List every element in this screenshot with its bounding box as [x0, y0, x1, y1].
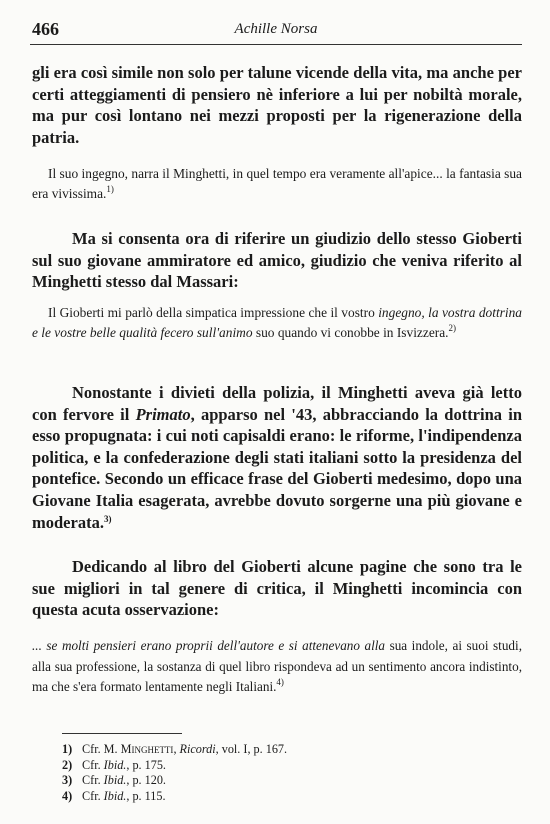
quote-3-text-b: sua indole, ai suoi studi, alla sua professione, la sostanza di quel libro rispondeva ad un sentimento ancora indistinto, ma che s'era formato lentamente negli Italiani.: [32, 638, 522, 694]
footnote-ref-4: 4): [276, 677, 284, 687]
footnote-rule: [62, 733, 182, 734]
footnote-number: 1): [62, 742, 73, 756]
footnote-text: , p. 115.: [126, 788, 166, 803]
footnote-ref-2: 2): [448, 323, 457, 333]
paragraph-3: [32, 382, 522, 533]
paragraph-4: Dedicando al libro del Gioberti alcune pagine che sono tra le sue migliori in tal genere di critica, il Minghetti incomincia con questa acuta osservazione:: [32, 557, 522, 620]
page-header: [30, 18, 522, 45]
primato-title: Primato: [135, 404, 191, 424]
quote-3: [32, 636, 522, 698]
footnote-number: 2): [62, 757, 73, 772]
footnote-work: Ibid.: [103, 788, 127, 803]
running-title: Achille Norsa: [234, 21, 318, 37]
footnote-4: [62, 789, 287, 805]
footnote-text: Cfr.: [82, 773, 104, 788]
footnote-text: , vol. I, p. 167.: [215, 742, 288, 756]
quote-1-text: Il suo ingegno, narra il Minghetti, in quel tempo era veramente all'apice... la fantasia sua era vivissima.: [32, 166, 522, 201]
footnote-number: 3): [62, 773, 73, 788]
footnote-author: Minghetti: [120, 742, 174, 756]
footnote-work: Ricordi: [179, 742, 216, 756]
footnote-text: Cfr. M.: [82, 742, 121, 756]
footnote-text: , p. 120.: [126, 773, 166, 788]
footnote-text: ,: [173, 742, 180, 756]
footnote-number: 4): [62, 788, 73, 803]
paragraph-3-text-c: , apparso nel '43, abbracciando la dottrina in esso propugnata: i cui noti capisaldi erano: le riforme, l'indipendenza politica, e la confederazione degli stati italiani sotto la presidenza del pontefice. Secondo un efficace frase del Gioberti medesimo, dopo una Giovane Italia esagerata, avrebbe dovuto sorgerne una più giovane e moderata.: [32, 404, 522, 532]
quote-3-text-italic: ... se molti pensieri erano proprii dell'autore e si attenevano alla: [32, 638, 386, 653]
footnote-1: [62, 742, 287, 758]
footnote-2: [62, 758, 287, 774]
quote-2: [32, 303, 522, 343]
quote-2-text-a: Il Gioberti mi parlò della simpatica impressione che il vostro: [48, 305, 379, 320]
footnote-work: Ibid.: [103, 773, 127, 788]
footnotes: [62, 742, 287, 804]
footnote-text: Cfr.: [82, 757, 104, 772]
footnote-text: Cfr.: [82, 788, 104, 803]
paragraph-3-text-a: Nonostante i divieti della polizia, il Minghetti aveva già letto con fervore il: [32, 383, 522, 424]
footnote-ref-1: 1): [106, 184, 114, 194]
page-number: 466: [32, 19, 59, 39]
footnote-3: [62, 773, 287, 789]
footnote-text: , p. 175.: [126, 757, 166, 772]
quote-2-text-c: suo quando vi conobbe in Isvizzera.: [252, 325, 449, 340]
quote-2-text-italic: ingegno, la vostra dottrina e le vostre belle qualità fecero sull'animo: [32, 305, 522, 340]
footnote-work: Ibid.: [103, 757, 127, 772]
paragraph-2: Ma si consenta ora di riferire un giudizio dello stesso Gioberti sul suo giovane ammiratore ed amico, giudizio che veniva riferito al Minghetti stesso dal Massari:: [32, 229, 522, 292]
paragraph-1: gli era così simile non solo per talune vicende della vita, ma anche per certi atteggiamenti di pensiero nè inferiore a lui per nobiltà morale, ma pur così lontano nei mezzi proposti per la rigenerazione della patria.: [32, 63, 522, 147]
footnote-ref-3: 3): [103, 513, 112, 524]
quote-1: [32, 164, 522, 204]
